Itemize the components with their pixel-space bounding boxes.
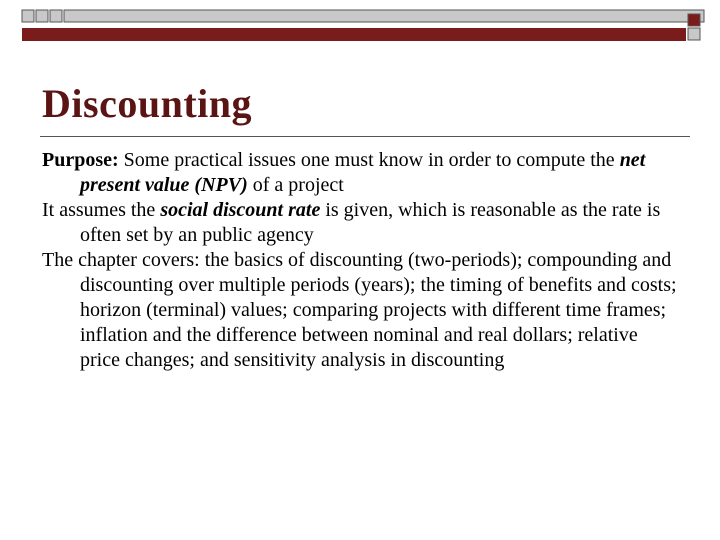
body-text: It assumes the [42,199,161,221]
body-paragraph [42,198,682,248]
slide-title: Discounting [42,81,252,126]
decor-square-right [688,14,700,26]
body-text: of a project [247,174,344,196]
decor-red-bar [22,28,686,41]
emphasis-text: social discount rate [160,199,321,221]
decor-square-left [22,10,34,22]
body-text: Some practical issues one must know in order to compute the [118,149,620,171]
emphasis-text: Purpose: [42,149,119,171]
body-text: The chapter covers: the basics of discounting (two-periods); compounding and discounting over multiple periods (years); the timing of benefits and costs; horizon (terminal) values; comparing projects with different time frames; inflation and the difference between nominal and real dollars; relative price changes; and sensitivity analysis in discounting [42,249,677,371]
decor-square-right [688,28,700,40]
slide-body [42,148,682,373]
header-decoration [0,0,720,44]
body-paragraph [42,148,682,198]
emphasis-text: net present value (NPV) [80,149,646,196]
body-text: is given, which is reasonable as the rate is often set by an public agency [80,199,661,246]
decor-square-top-row [64,10,704,22]
title-underline [40,136,690,137]
body-paragraph [42,248,682,373]
decor-square-left [36,10,48,22]
decor-square-left [50,10,62,22]
